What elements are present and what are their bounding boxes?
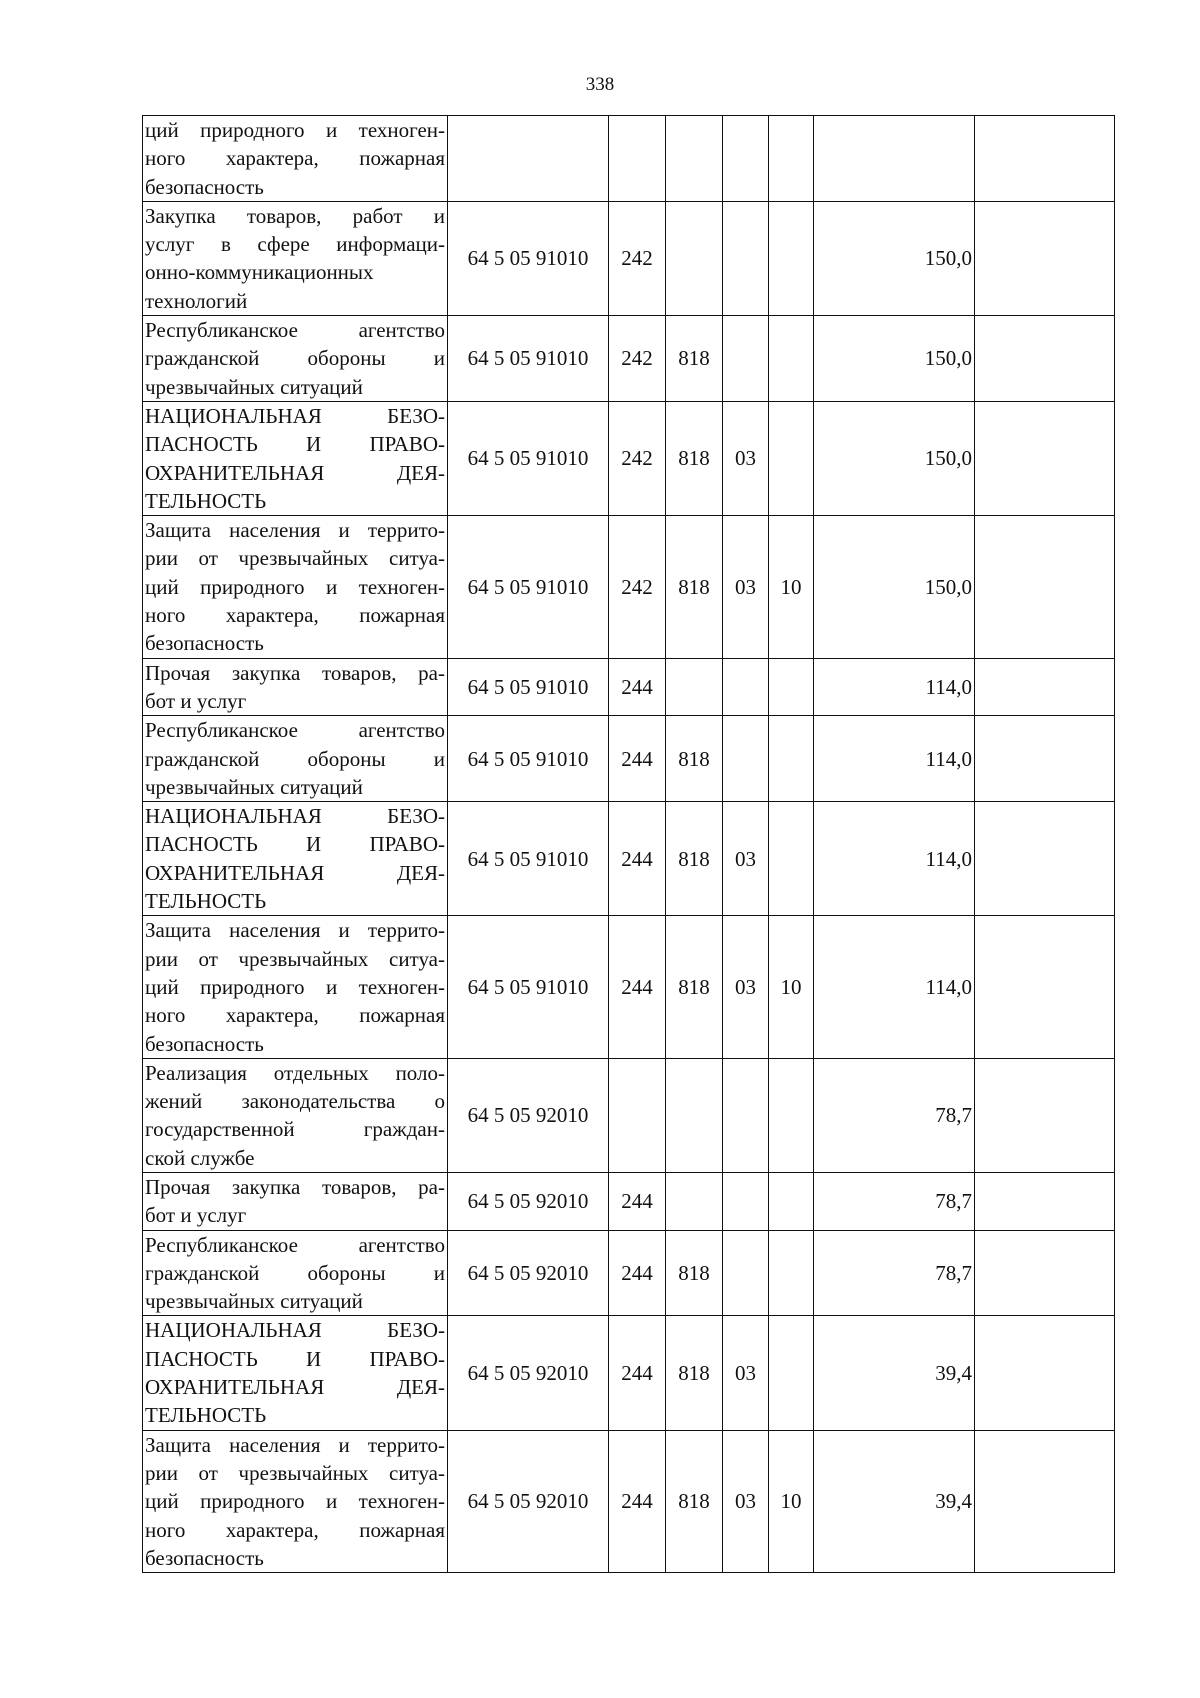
row-name-cell: [143, 716, 448, 802]
expense-type-cell: 244: [609, 916, 666, 1058]
target-article-code-cell: 64 5 05 91010: [448, 201, 609, 315]
row-name-line: технологий: [145, 288, 248, 313]
row-name-line: НАЦИОНАЛЬНАЯ БЕЗО-: [145, 804, 445, 829]
section-code-cell: 03: [723, 916, 769, 1058]
amount-cell: 150,0: [814, 516, 975, 658]
row-name-line: Закупка товаров, работ и: [145, 203, 445, 228]
row-name-line: Республиканское агентство: [145, 718, 445, 743]
subsection-code-cell: [769, 116, 814, 202]
subsection-code-cell: [769, 658, 814, 716]
ministry-code-cell: 818: [666, 316, 723, 402]
subsection-code-cell: [769, 401, 814, 515]
amount-cell: 114,0: [814, 716, 975, 802]
target-article-code-cell: 64 5 05 92010: [448, 1058, 609, 1172]
table-row: [143, 1058, 1115, 1172]
row-name-line: чрезвычайных ситуаций: [145, 774, 363, 799]
row-name-line: Реализация отдельных поло-: [145, 1060, 445, 1085]
row-name-line: государственной граждан-: [145, 1117, 445, 1142]
ministry-code-cell: 818: [666, 802, 723, 916]
row-name-cell: [143, 116, 448, 202]
extra-cell: [975, 116, 1115, 202]
target-article-code-cell: 64 5 05 91010: [448, 516, 609, 658]
row-name-line: бот и услуг: [145, 1203, 247, 1228]
table-row: [143, 916, 1115, 1058]
row-name-line: рии от чрезвычайных ситуа-: [145, 946, 445, 971]
row-name-cell: [143, 201, 448, 315]
row-name-line: бот и услуг: [145, 688, 247, 713]
amount-cell: 39,4: [814, 1430, 975, 1572]
table-row: [143, 1430, 1115, 1572]
section-code-cell: [723, 1058, 769, 1172]
row-name-line: безопасность: [145, 1031, 264, 1056]
table-row: [143, 1230, 1115, 1316]
row-name-line: ПАСНОСТЬ И ПРАВО-: [145, 1346, 445, 1371]
expense-type-cell: 244: [609, 658, 666, 716]
row-name-line: ОХРАНИТЕЛЬНАЯ ДЕЯ-: [145, 460, 445, 485]
row-name-cell: [143, 658, 448, 716]
row-name-line: ТЕЛЬНОСТЬ: [145, 1403, 267, 1428]
amount-cell: 39,4: [814, 1316, 975, 1430]
row-name-line: ного характера, пожарная: [145, 603, 445, 628]
section-code-cell: [723, 658, 769, 716]
expense-type-cell: 242: [609, 316, 666, 402]
expense-type-cell: 244: [609, 1430, 666, 1572]
extra-cell: [975, 716, 1115, 802]
ministry-code-cell: [666, 658, 723, 716]
table-body: [143, 116, 1115, 1573]
row-name-line: Республиканское агентство: [145, 1232, 445, 1257]
row-name-line: гражданской обороны и: [145, 746, 445, 771]
page-number: 338: [585, 74, 615, 95]
ministry-code-cell: [666, 1172, 723, 1230]
subsection-code-cell: 10: [769, 1430, 814, 1572]
target-article-code-cell: 64 5 05 91010: [448, 916, 609, 1058]
table-row: [143, 201, 1115, 315]
row-name-line: Защита населения и террито-: [145, 518, 445, 543]
row-name-cell: [143, 516, 448, 658]
amount-cell: 150,0: [814, 316, 975, 402]
row-name-line: ПАСНОСТЬ И ПРАВО-: [145, 432, 445, 457]
target-article-code-cell: 64 5 05 92010: [448, 1230, 609, 1316]
amount-cell: 150,0: [814, 201, 975, 315]
amount-cell: [814, 116, 975, 202]
extra-cell: [975, 201, 1115, 315]
amount-cell: 114,0: [814, 916, 975, 1058]
expense-type-cell: 244: [609, 716, 666, 802]
section-code-cell: 03: [723, 516, 769, 658]
row-name-line: ТЕЛЬНОСТЬ: [145, 889, 267, 914]
row-name-line: чрезвычайных ситуаций: [145, 1289, 363, 1314]
expense-type-cell: 244: [609, 1172, 666, 1230]
expense-type-cell: 242: [609, 401, 666, 515]
section-code-cell: [723, 316, 769, 402]
amount-cell: 78,7: [814, 1058, 975, 1172]
table-row: [143, 116, 1115, 202]
subsection-code-cell: [769, 316, 814, 402]
amount-cell: 78,7: [814, 1172, 975, 1230]
row-name-line: чрезвычайных ситуаций: [145, 374, 363, 399]
table-row: [143, 802, 1115, 916]
section-code-cell: 03: [723, 401, 769, 515]
expense-type-cell: 242: [609, 516, 666, 658]
row-name-line: Прочая закупка товаров, ра-: [145, 660, 445, 685]
subsection-code-cell: [769, 1230, 814, 1316]
row-name-line: ций природного и техноген-: [145, 574, 445, 599]
ministry-code-cell: 818: [666, 1316, 723, 1430]
target-article-code-cell: 64 5 05 91010: [448, 658, 609, 716]
target-article-code-cell: [448, 116, 609, 202]
amount-cell: 78,7: [814, 1230, 975, 1316]
row-name-cell: [143, 1058, 448, 1172]
extra-cell: [975, 1058, 1115, 1172]
extra-cell: [975, 1316, 1115, 1430]
target-article-code-cell: 64 5 05 92010: [448, 1316, 609, 1430]
expense-type-cell: 244: [609, 1230, 666, 1316]
ministry-code-cell: [666, 116, 723, 202]
row-name-line: ций природного и техноген-: [145, 118, 445, 142]
subsection-code-cell: [769, 716, 814, 802]
row-name-line: рии от чрезвычайных ситуа-: [145, 1460, 445, 1485]
row-name-line: безопасность: [145, 174, 264, 199]
row-name-line: ного характера, пожарная: [145, 1003, 445, 1028]
budget-table: [142, 115, 1115, 1573]
row-name-line: Защита населения и террито-: [145, 1432, 445, 1457]
row-name-line: услуг в сфере информаци-: [145, 232, 445, 257]
section-code-cell: [723, 1230, 769, 1316]
ministry-code-cell: [666, 201, 723, 315]
target-article-code-cell: 64 5 05 92010: [448, 1430, 609, 1572]
row-name-line: Защита населения и террито-: [145, 918, 445, 943]
row-name-line: ТЕЛЬНОСТЬ: [145, 488, 267, 513]
section-code-cell: 03: [723, 802, 769, 916]
row-name-cell: [143, 401, 448, 515]
subsection-code-cell: [769, 1172, 814, 1230]
expense-type-cell: 242: [609, 201, 666, 315]
table-row: [143, 1316, 1115, 1430]
table-row: [143, 1172, 1115, 1230]
row-name-cell: [143, 1430, 448, 1572]
target-article-code-cell: 64 5 05 92010: [448, 1172, 609, 1230]
row-name-line: ПАСНОСТЬ И ПРАВО-: [145, 832, 445, 857]
subsection-code-cell: 10: [769, 916, 814, 1058]
row-name-cell: [143, 316, 448, 402]
row-name-line: Прочая закупка товаров, ра-: [145, 1174, 445, 1199]
row-name-line: Республиканское агентство: [145, 318, 445, 343]
row-name-line: безопасность: [145, 631, 264, 656]
row-name-line: безопасность: [145, 1545, 264, 1570]
row-name-line: ской службе: [145, 1145, 255, 1170]
table-row: [143, 401, 1115, 515]
extra-cell: [975, 658, 1115, 716]
subsection-code-cell: [769, 201, 814, 315]
ministry-code-cell: 818: [666, 1230, 723, 1316]
row-name-line: рии от чрезвычайных ситуа-: [145, 546, 445, 571]
row-name-line: ного характера, пожарная: [145, 146, 445, 171]
section-code-cell: [723, 1172, 769, 1230]
ministry-code-cell: 818: [666, 916, 723, 1058]
target-article-code-cell: 64 5 05 91010: [448, 316, 609, 402]
section-code-cell: [723, 116, 769, 202]
row-name-line: жений законодательства о: [145, 1089, 445, 1114]
extra-cell: [975, 916, 1115, 1058]
expense-type-cell: 244: [609, 1316, 666, 1430]
subsection-code-cell: [769, 1316, 814, 1430]
row-name-cell: [143, 1230, 448, 1316]
extra-cell: [975, 316, 1115, 402]
row-name-line: ций природного и техноген-: [145, 1489, 445, 1514]
row-name-line: ного характера, пожарная: [145, 1517, 445, 1542]
row-name-line: ций природного и техноген-: [145, 974, 445, 999]
row-name-line: ОХРАНИТЕЛЬНАЯ ДЕЯ-: [145, 1375, 445, 1400]
extra-cell: [975, 802, 1115, 916]
subsection-code-cell: 10: [769, 516, 814, 658]
table-row: [143, 658, 1115, 716]
row-name-line: НАЦИОНАЛЬНАЯ БЕЗО-: [145, 403, 445, 428]
extra-cell: [975, 1430, 1115, 1572]
section-code-cell: [723, 716, 769, 802]
expense-type-cell: 244: [609, 802, 666, 916]
ministry-code-cell: 818: [666, 1430, 723, 1572]
ministry-code-cell: 818: [666, 516, 723, 658]
row-name-line: НАЦИОНАЛЬНАЯ БЕЗО-: [145, 1318, 445, 1343]
extra-cell: [975, 401, 1115, 515]
row-name-line: гражданской обороны и: [145, 346, 445, 371]
expense-type-cell: [609, 116, 666, 202]
section-code-cell: 03: [723, 1430, 769, 1572]
table-row: [143, 716, 1115, 802]
subsection-code-cell: [769, 1058, 814, 1172]
row-name-cell: [143, 916, 448, 1058]
expense-type-cell: [609, 1058, 666, 1172]
row-name-line: ОХРАНИТЕЛЬНАЯ ДЕЯ-: [145, 860, 445, 885]
row-name-cell: [143, 1172, 448, 1230]
amount-cell: 114,0: [814, 802, 975, 916]
ministry-code-cell: 818: [666, 716, 723, 802]
row-name-cell: [143, 1316, 448, 1430]
section-code-cell: [723, 201, 769, 315]
target-article-code-cell: 64 5 05 91010: [448, 802, 609, 916]
section-code-cell: 03: [723, 1316, 769, 1430]
row-name-line: онно-коммуникационных: [145, 260, 374, 285]
subsection-code-cell: [769, 802, 814, 916]
table-row: [143, 516, 1115, 658]
target-article-code-cell: 64 5 05 91010: [448, 401, 609, 515]
extra-cell: [975, 1230, 1115, 1316]
amount-cell: 114,0: [814, 658, 975, 716]
extra-cell: [975, 516, 1115, 658]
table-row: [143, 316, 1115, 402]
ministry-code-cell: [666, 1058, 723, 1172]
extra-cell: [975, 1172, 1115, 1230]
amount-cell: 150,0: [814, 401, 975, 515]
row-name-cell: [143, 802, 448, 916]
row-name-line: гражданской обороны и: [145, 1260, 445, 1285]
target-article-code-cell: 64 5 05 91010: [448, 716, 609, 802]
ministry-code-cell: 818: [666, 401, 723, 515]
